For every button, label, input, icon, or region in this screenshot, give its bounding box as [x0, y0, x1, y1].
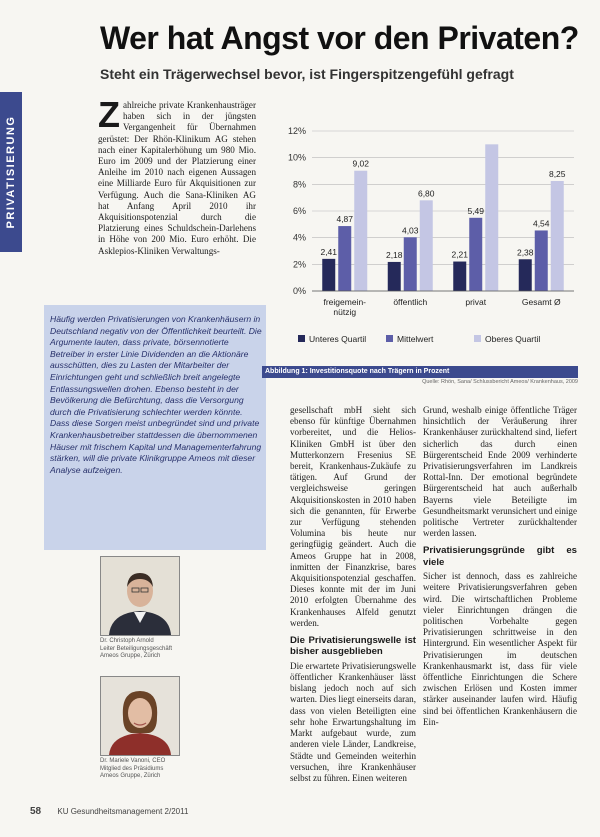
portrait-photo-1: [100, 556, 180, 636]
body-paragraph: Sicher ist dennoch, dass es zahlreiche weitere Privatisierungsverfahren geben wird. Die wirtschaftlichen Probleme vieler Einrichtungen drängen die politischen Vorbehalte gegen Privatisierungen schrittweise in den Hintergrund. Ein wesentlicher Aspekt für Privatisierungen im deutschen Krankenhausmarkt ist, dass für viele öffentliche Einrichtungen die Schere zwischen Erlösen und Kosten immer stärker auseinander laufen wird. Häufig sind bei öffentlichen Krankenhäusern die Ein-: [423, 571, 577, 727]
x-tick-label: freigemein-: [323, 297, 367, 307]
person-name: Dr. Christoph Arnold: [100, 638, 154, 644]
x-tick-label: privat: [465, 297, 487, 307]
data-label: 4,03: [401, 225, 419, 236]
bar: [485, 144, 498, 291]
data-label: 2,38: [516, 247, 534, 258]
bar: [453, 262, 466, 291]
portrait-man-icon: [101, 557, 179, 635]
body-paragraph: Die erwartete Privatisierungswelle öffentlicher Krankenhäuser lässt bislang jedoch noch auf sich warten. Dies liegt einerseits daran, dass von vielen Beteiligten eine sehr hohe Erwartungshaltung im Markt aufgebaut wurde, zum anderen viele Länder, Landkreise, Städte und Gemeinden weiterhin versuchen, ihre Krankenhäuser selbst zu führen. Einen weiteren: [290, 660, 416, 783]
y-tick-label: 4%: [292, 232, 306, 243]
person-role: Mitglied des Präsidiums: [100, 765, 164, 772]
portrait-caption-1: [100, 638, 200, 661]
article-subtitle: Steht ein Trägerwechsel bevor, ist Fingerspitzengefühl gefragt: [100, 66, 514, 82]
journal-name: KU Gesundheitsmanagement 2/2011: [57, 807, 189, 816]
y-tick-label: 6%: [292, 206, 306, 216]
x-tick-label: nützig: [333, 307, 357, 317]
article-title: Wer hat Angst vor den Privaten?: [100, 20, 579, 56]
quote-text: Häufig werden Privatisierungen von Krankenhäusern in Deutschland negativ von der Öffentlichkeit beurteilt. Die Argumente lauten, dass private, börsennotierte Betreiber in erster Linie Dividenden an die Aktionäre ausschütten, dies zu Lasten der Mitarbeiter der Einrichtungen geht und schließlich breit angelegte Entlassungswellen drohen. Ebenso besteht in der Bevölkerung die Befürchtung, dass die Versorgung durch die Privatisierung schlechter werden könnte. Dass diese Sorgen meist unbegründet sind und private Krankenhausbetreiber stattdessen die übernommenen Häuser mit frischem Kapital und Managementerfahrung stärken, will die private Klinikgruppe Ameos mit dieser Analyse aufzeigen.: [50, 314, 262, 475]
legend-label: Mittelwert: [397, 334, 434, 344]
legend-swatch: [298, 335, 305, 342]
lead-text: ahlreiche private Krankenhausträger haben sich in der jüngsten Vergangenheit für Übernahmen gerüstet: Der Rhön-Klinikum AG stehen nach einer Kapitalerhöhung um 980 Mio. Euro im 2009 und der Platzierung einer Anleihe im 2010 nach eigenen Aussagen eine Milliarde Euro für Akquisitionen zur Verfügung. Auch die Sana-Kliniken AG hat Anfang April 2010 ihr Akquisitionspotenzial durch die Platzierung eines Schuldschein-Darlehens in Höhe von 200 Mio. Euro erhöht. Die Asklepios-Kliniken Verwaltungs-: [98, 100, 256, 256]
legend-swatch: [386, 335, 393, 342]
legend-label: Unteres Quartil: [309, 334, 367, 344]
person-role: Leiter Beteiligungsgeschäft: [100, 645, 173, 652]
person-name: Dr. Mariele Vanoni, CEO: [100, 758, 166, 764]
y-tick-label: 0%: [292, 286, 306, 296]
data-label: 9,02: [352, 158, 370, 169]
bar: [354, 171, 367, 291]
y-tick-label: 8%: [292, 179, 306, 190]
data-label: 2,21: [451, 249, 469, 260]
x-tick-label: öffentlich: [393, 297, 428, 307]
lead-paragraph: [98, 94, 256, 257]
y-tick-label: 2%: [292, 259, 306, 270]
y-tick-label: 10%: [287, 152, 306, 163]
legend-swatch: [474, 335, 481, 342]
portrait-photo-2: [100, 676, 180, 756]
x-tick-label: Gesamt Ø: [521, 297, 561, 307]
bar: [551, 181, 564, 291]
bar: [469, 218, 482, 291]
bar: [388, 262, 401, 291]
person-org: Ameos Gruppe, Zürich: [100, 773, 161, 780]
data-label: 2,18: [385, 249, 403, 260]
data-label: 2,41: [320, 246, 338, 257]
body-paragraph: gesellschaft mbH sieht sich ebenso für künftige Übernahmen vorbereitet, und die Helios-Kliniken GmbH ist über den Mutterkonzern Fresenius SE bereit, Krankenhaus-Zukäufe zu tätigen. Auf Grund der vergleichsweise geringen Akquisitionskosten in 2010 haben sich die genannten, für Erwerbe zur Verfügung stehenden Volumina bis heute nur geringfügig geändert. Auch die Ameos Gruppe hat in 2008, inmitten der Finanzkrise, bares Akquisitionspotenzial geschaffen. Dieses konnte mit der im Juni 2010 erfolgten Übernahme des Krankenhauses Alfeld genutzt werden.: [290, 405, 416, 628]
data-label: 6,80: [417, 188, 435, 199]
chart-svg: [262, 113, 582, 363]
portrait-caption-2: [100, 758, 200, 781]
data-label: 8,25: [548, 169, 566, 179]
text-column-2: [290, 405, 416, 784]
section-label: PRIVATISIERUNG: [5, 115, 17, 229]
figure-caption: Abbildung 1: Investitionsquote nach Trägern in Prozent: [262, 366, 578, 378]
bar: [519, 259, 532, 291]
bar-chart: [262, 113, 582, 388]
bar: [338, 226, 351, 291]
text-column-3: [423, 405, 577, 728]
section-tab: [0, 92, 22, 252]
page-number: 58: [30, 806, 42, 817]
figure-source: Quelle: Rhön, Sana/ Schlussbericht Ameos/ Krankenhaus, 2009: [422, 379, 578, 385]
page-footer: [30, 806, 550, 817]
legend-label: Oberes Quartil: [485, 334, 541, 344]
person-org: Ameos Gruppe, Zürich: [100, 653, 161, 660]
dropcap: Z: [98, 94, 120, 135]
bar: [420, 200, 433, 291]
bar: [322, 259, 335, 291]
y-tick-label: 12%: [287, 126, 306, 136]
data-label: 4,54: [532, 218, 550, 229]
portrait-woman-icon: [101, 677, 179, 755]
data-label: 4,87: [336, 214, 354, 225]
data-label: 5,49: [467, 205, 485, 216]
section-heading: Privatisierungsgründe gibt es viele: [423, 545, 577, 568]
bar: [535, 230, 548, 291]
bar: [404, 237, 417, 291]
section-heading: Die Privatisierungswelle ist bisher ausgeblieben: [290, 635, 416, 658]
body-paragraph: Grund, weshalb einige öffentliche Träger hinsichtlich der Veräußerung ihrer Krankenhäuser zurückhaltend sind, liefert sicherlich das durch einen Bürgerentscheid Ende 2009 verhinderte Privatisierungsverfahren im Landkreis Rottal-Inn. Der emotional begründete Bürgerentscheid hat auch außerhalb Bayerns viele Beteiligte im Gesundheitsmarkt verunsichert und einige politische Vertreter zurückhaltender werden lassen.: [423, 405, 577, 539]
